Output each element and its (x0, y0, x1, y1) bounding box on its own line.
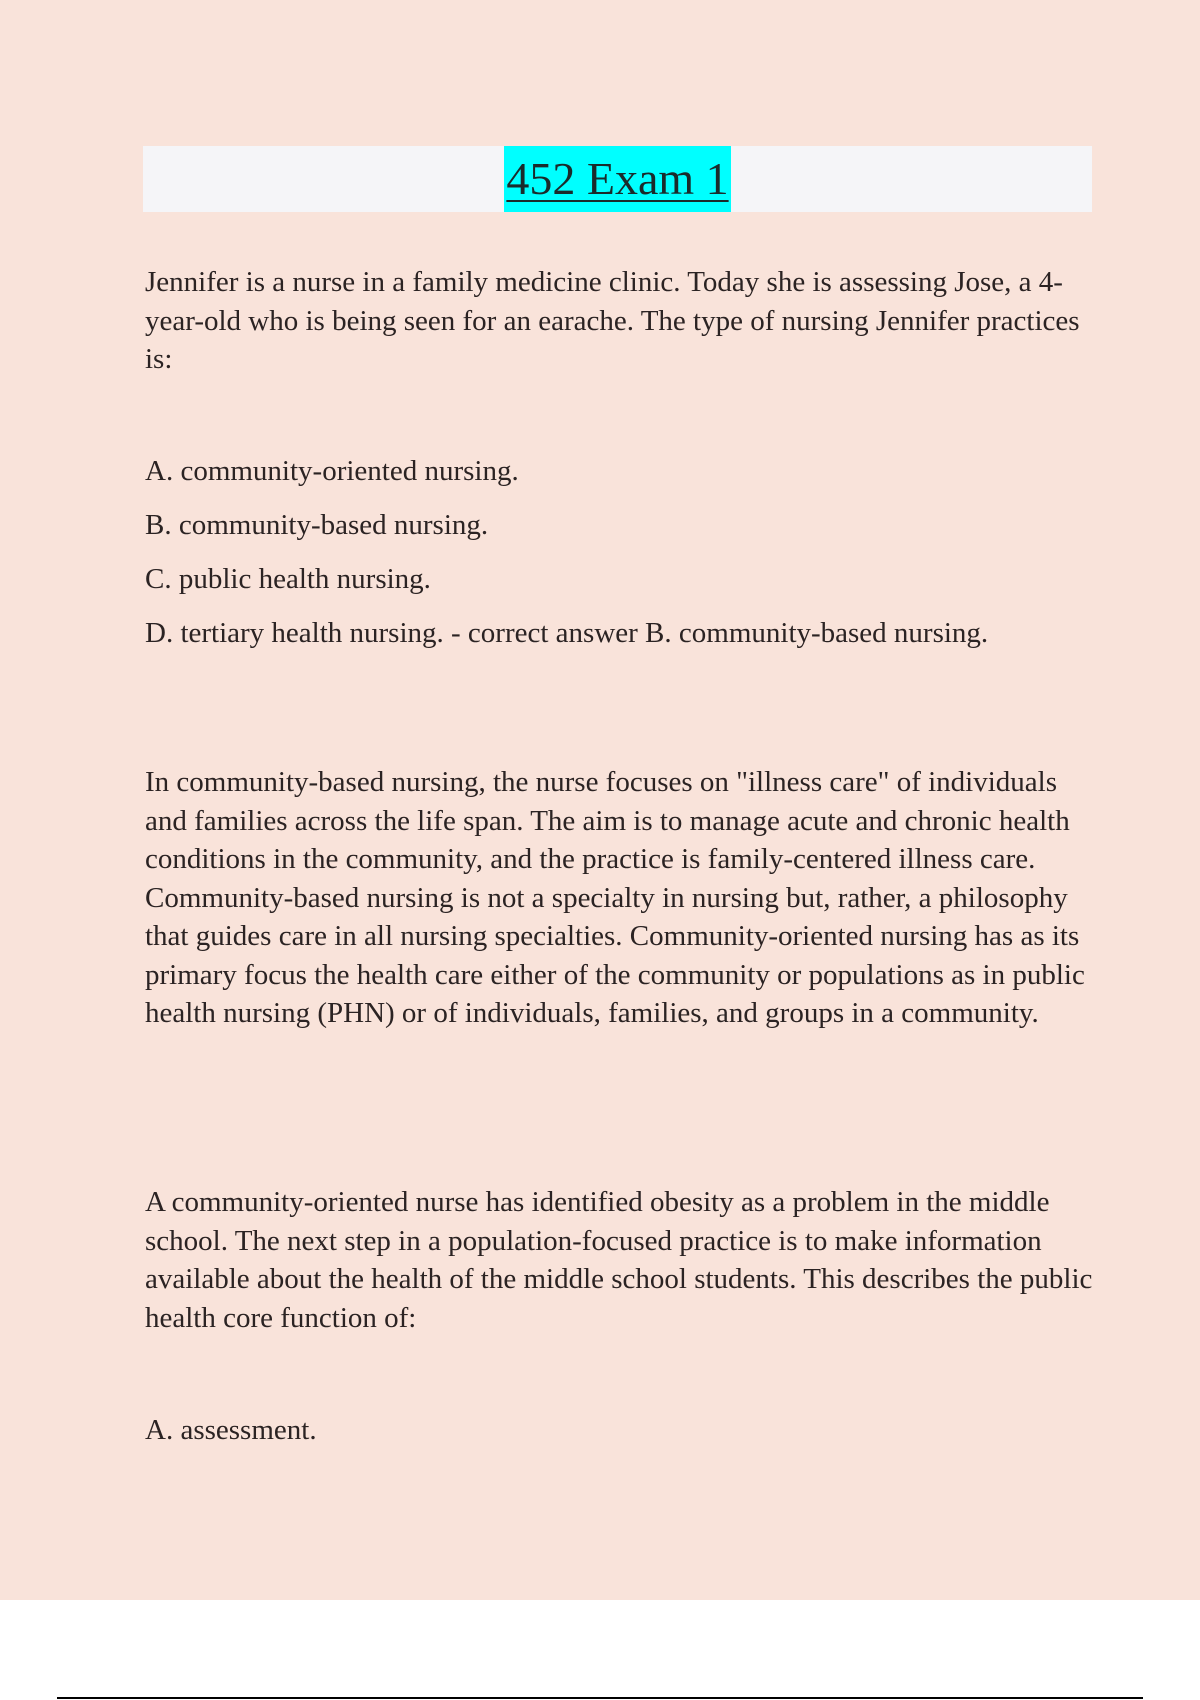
question-1-explanation: In community-based nursing, the nurse focuses on "illness care" of individuals and families across the life span. The aim is to manage acute and chronic health conditions in the community, and the practice is family-centered illness care. Community-based nursing is not a specialty in nursing but, rather, a philosophy that guides care in all nursing specialties. Community-oriented nursing has as its primary focus the health care either of the community or populations as in public health nursing (PHN) or of individuals, families, and groups in a community. (145, 766, 1085, 1029)
footer-rule (57, 1697, 1143, 1699)
question-1-option-b: B. community-based nursing. (145, 509, 489, 541)
document-title: 452 Exam 1 (504, 146, 730, 212)
question-1-stem: Jennifer is a nurse in a family medicine clinic. Today she is assessing Jose, a 4-year-old who is being seen for an earache. The type of nursing Jennifer practices is: (145, 266, 1080, 375)
question-1-option-a: A. community-oriented nursing. (145, 455, 519, 487)
title-banner (143, 146, 1092, 212)
question-2-option-a: A. assessment. (145, 1414, 317, 1446)
question-1-option-c: C. public health nursing. (145, 563, 431, 595)
question-1-option-d-with-answer: D. tertiary health nursing. - correct answer B. community-based nursing. (145, 617, 989, 649)
question-2-stem: A community-oriented nurse has identified obesity as a problem in the middle school. The next step in a population-focused practice is to make information available about the health of the middle school students. This describes the public health core function of: (145, 1186, 1093, 1334)
